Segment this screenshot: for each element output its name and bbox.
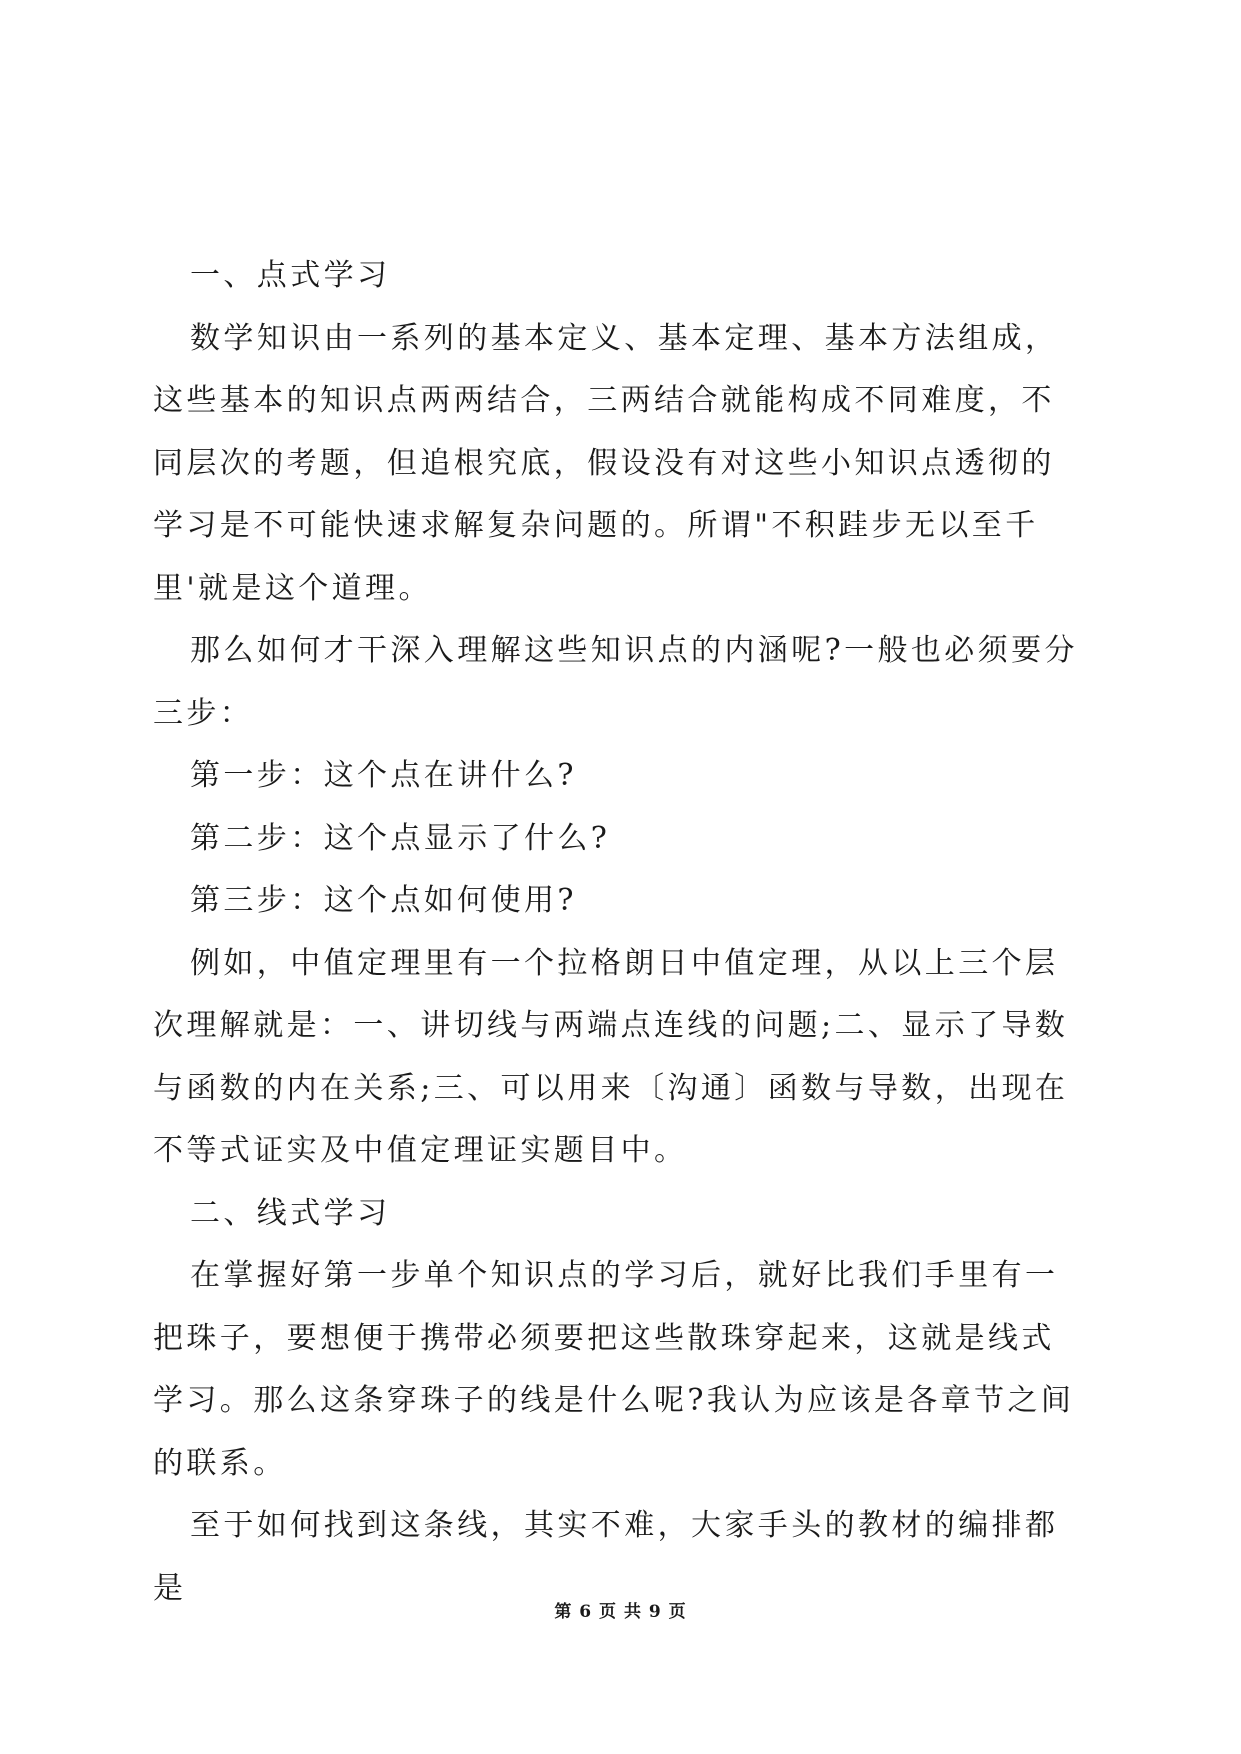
document-body (153, 245, 1088, 1620)
paragraph-intro: 数学知识由一系列的基本定义、基本定理、基本方法组成，这些基本的知识点两两结合，三两结合就能构成不同难度，不同层次的考题，但追根究底，假设没有对这些小知识点透彻的学习是不可能快速求解复杂问题的。所谓"不积跬步无以至千里'就是这个道理。 (153, 320, 1059, 606)
paragraph-example: 例如，中值定理里有一个拉格朗日中值定理，从以上三个层次理解就是：一、讲切线与两端点连线的问题;二、显示了导数与函数的内在关系;三、可以用来〔沟通〕函数与导数，出现在不等式证实及中值定理证实题目中。 (153, 945, 1069, 1168)
section-heading-point-study: 一、点式学习 (190, 258, 391, 293)
step-one: 第一步：这个点在讲什么? (190, 758, 577, 793)
step-three: 第三步：这个点如何使用? (190, 883, 577, 918)
section-heading-line-study: 二、线式学习 (190, 1195, 391, 1231)
step-two: 第二步：这个点显示了什么? (190, 820, 611, 856)
paragraph-question: 那么如何才干深入理解这些知识点的内涵呢?一般也必须要分三步： (153, 633, 1078, 731)
paragraph-line-study: 在掌握好第一步单个知识点的学习后，就好比我们手里有一把珠子，要想便于携带必须要把这些散珠穿起来，这就是线式学习。那么这条穿珠子的线是什么呢?我认为应该是各章节之间的联系。 (153, 1258, 1075, 1481)
page-number-footer: 第 6 页 共 9 页 (554, 1602, 687, 1622)
paragraph-find-line: 至于如何找到这条线，其实不难，大家手头的教材的编排都是 (153, 1508, 1059, 1606)
